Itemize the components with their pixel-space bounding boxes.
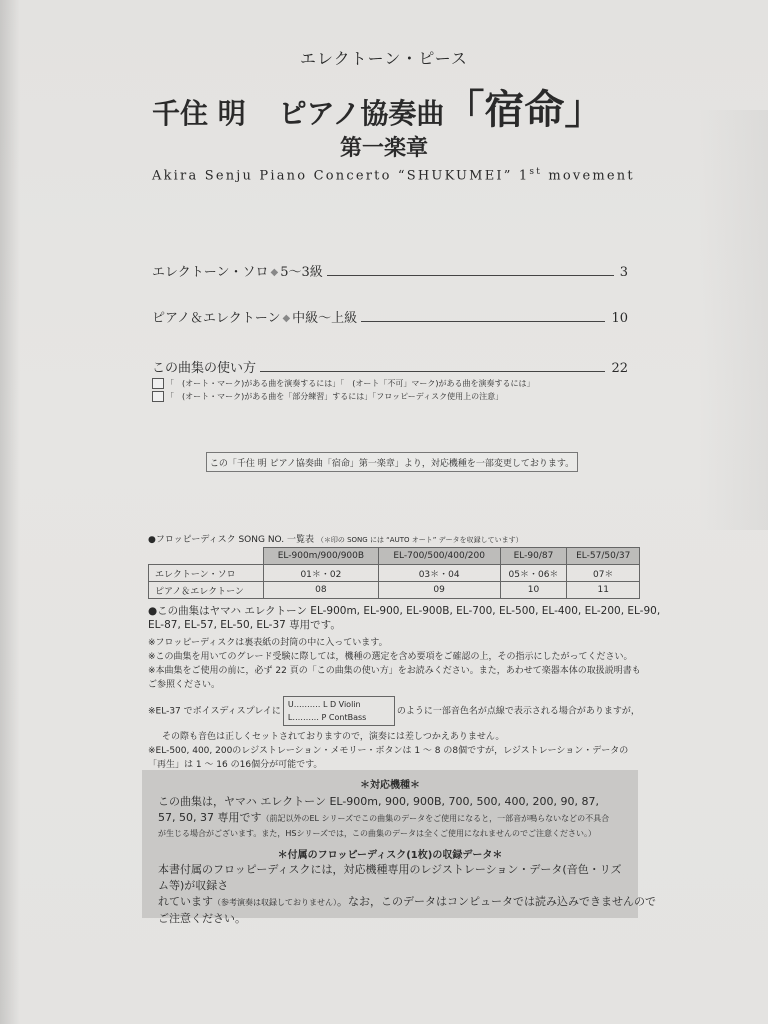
toc-leader-line	[361, 321, 605, 322]
table-cell: 01＊・02	[264, 565, 379, 582]
note-line: ※フロッピーディスクは裏表紙の封筒の中に入っています。	[148, 638, 388, 648]
data-line: 本書付属のフロッピーディスクには，対応機種専用のレジストレーション・データ(音色・リズム等)が収録さ	[158, 863, 622, 892]
usage-subnote-2	[152, 391, 503, 402]
notice-text: この「千住 明 ピアノ協奏曲「宿命」第一楽章」より，対応機種を一部変更しております。	[209, 458, 575, 469]
composer-name: 千住 明	[152, 97, 246, 130]
notes-block	[148, 604, 661, 772]
toc-row-electone-solo	[152, 260, 628, 280]
compatibility-box	[142, 770, 656, 925]
compat-heading: ＊対応機種＊	[360, 780, 420, 791]
floppy-heading-text: ●フロッピーディスク SONG NO. 一覧表	[148, 535, 314, 545]
toc-level: 中級～上級	[292, 311, 358, 326]
note-text: のように一部音色名が点線で表示される場合がありますが，	[396, 706, 640, 717]
compat-line: が生じる場合がございます。また，HSシリーズでは，この曲集のデータは全くご使用になれませんのでご注意ください。）	[158, 829, 597, 838]
toc-page-number: 3	[619, 265, 628, 280]
table-cell: 10	[500, 582, 567, 599]
table-cell: 03＊・04	[378, 565, 500, 582]
title-bracket-open: 「	[444, 86, 485, 133]
usage-subnote-1	[152, 378, 534, 389]
toc-diamond-icon: ◆	[282, 313, 291, 324]
main-title	[152, 78, 604, 135]
floppy-heading	[148, 532, 523, 545]
table-cell: 07＊	[567, 565, 640, 582]
toc-row-piano-electone	[152, 306, 628, 326]
toc-page-number: 10	[611, 311, 628, 326]
table-header-cell: EL-57/50/37	[567, 548, 640, 565]
compat-line: この曲集は，ヤマハ エレクトーン EL-900m, 900, 900B, 700, 500, 400, 200, 90, 87,	[158, 795, 599, 808]
data-line-small: （参考演奏は収録しておりません）	[213, 898, 337, 907]
english-title-main: Akira Senju Piano Concerto “SHUKUMEI” 1	[152, 168, 530, 184]
note-line-voice-display	[148, 696, 648, 726]
table-row-label: エレクトーン・ソロ	[149, 565, 264, 582]
data-line: ご注意ください。	[158, 912, 246, 925]
table-cell: 05＊・06＊	[500, 565, 567, 582]
english-title-tail: movement	[542, 168, 635, 184]
note-line: ※本曲集をご使用の前に，必ず 22 頁の「この曲集の使い方」をお読みください。また，あわせて楽器本体の取扱説明書も	[148, 666, 641, 676]
note-line: ご参照ください。	[148, 680, 221, 690]
voice-display-line1: U‥‥‥‥‥ L D Violin	[287, 700, 361, 709]
voice-display-example	[283, 696, 395, 726]
note-line: 「再生」は 1 ～ 16 の16個分が可能です。	[148, 760, 323, 770]
movement-title: 第一楽章	[340, 135, 429, 161]
work-title: 宿命	[484, 86, 565, 133]
auto-mark-icon	[152, 378, 164, 389]
page-bleed-through	[698, 110, 768, 530]
toc-level: 5～3級	[280, 265, 323, 280]
compat-text	[158, 794, 628, 841]
work-name: ピアノ協奏曲	[278, 97, 445, 130]
note-line: ●この曲集はヤマハ エレクトーン EL-900m, EL-900, EL-900B, EL-700, EL-500, EL-400, EL-200, EL-90,	[148, 605, 661, 617]
compat-line-small: （前記以外のEL シリーズでこの曲集のデータをご使用になると，一部音が鳴らないなどの不具合	[261, 814, 610, 823]
toc-label: この曲集の使い方	[152, 361, 257, 376]
toc-row-usage	[152, 356, 628, 376]
table-row	[149, 565, 640, 582]
table-header-cell	[149, 548, 264, 565]
table-header-row	[149, 548, 640, 565]
title-bracket-close: 」	[564, 86, 605, 133]
data-line	[158, 894, 656, 911]
page-binding-shadow	[0, 0, 20, 1024]
toc-page-number: 22	[611, 361, 628, 376]
note-line: EL-87, EL-57, EL-50, EL-37 専用です。	[148, 619, 341, 631]
english-title	[152, 167, 635, 183]
data-line-tail: 。なお，このデータはコンピュータでは読み込みできませんので	[337, 895, 656, 908]
usage-subnote-text: 「 (オート・マーク)がある曲を「部分練習」するには」「フロッピーディスク使用上の注意」	[166, 392, 504, 401]
usage-subnote-text: 「 (オート・マーク)がある曲を演奏するには」「 (オート「不可」マーク)がある曲を演奏するには」	[166, 379, 535, 388]
table-cell: 08	[264, 582, 379, 599]
table-header-cell: EL-900m/900/900B	[264, 548, 379, 565]
table-row-label: ピアノ＆エレクトーン	[149, 582, 264, 599]
note-line: その際も音色は正しくセットされておりますので，演奏には差しつかえありません。	[162, 732, 505, 742]
toc-diamond-icon: ◆	[270, 267, 279, 278]
toc-label: エレクトーン・ソロ	[152, 265, 269, 280]
compat-line-main: 57, 50, 37 専用です	[158, 811, 262, 824]
note-text: ※EL-37 でボイスディスプレイに	[148, 706, 281, 717]
english-title-sup: st	[529, 167, 543, 177]
compat-line	[158, 810, 628, 827]
toc-label: ピアノ＆エレクトーン	[152, 311, 281, 326]
note-line: ※EL-500, 400, 200のレジストレーション・メモリー・ボタンは 1 ～ 8 の8個ですが，レジストレーション・データの	[148, 746, 629, 756]
data-heading: ＊付属のフロッピーディスク(1枚)の収録データ＊	[277, 850, 503, 861]
data-text	[158, 862, 656, 927]
voice-display-line2: L‥‥‥‥‥ P ContBass	[287, 713, 367, 722]
note-line: ※この曲集を用いてのグレード受験に際しては，機種の選定を含め要項をご確認の上，その指示にしたがってください。	[148, 652, 633, 662]
series-title: エレクトーン・ピース	[300, 49, 468, 68]
floppy-heading-note: （＊印の SONG には “AUTO オート” データを収録しています）	[316, 536, 523, 544]
toc-leader-line	[327, 275, 614, 276]
table-header-cell: EL-90/87	[500, 548, 567, 565]
toc-leader-line	[260, 371, 605, 372]
notice-box	[206, 452, 578, 472]
table-header-cell: EL-700/500/400/200	[378, 548, 500, 565]
auto-mark-icon	[152, 391, 164, 402]
data-line-main: れています	[158, 895, 213, 908]
table-cell: 09	[378, 582, 500, 599]
table-row	[149, 582, 640, 599]
table-cell: 11	[567, 582, 640, 599]
floppy-song-table	[148, 547, 640, 599]
